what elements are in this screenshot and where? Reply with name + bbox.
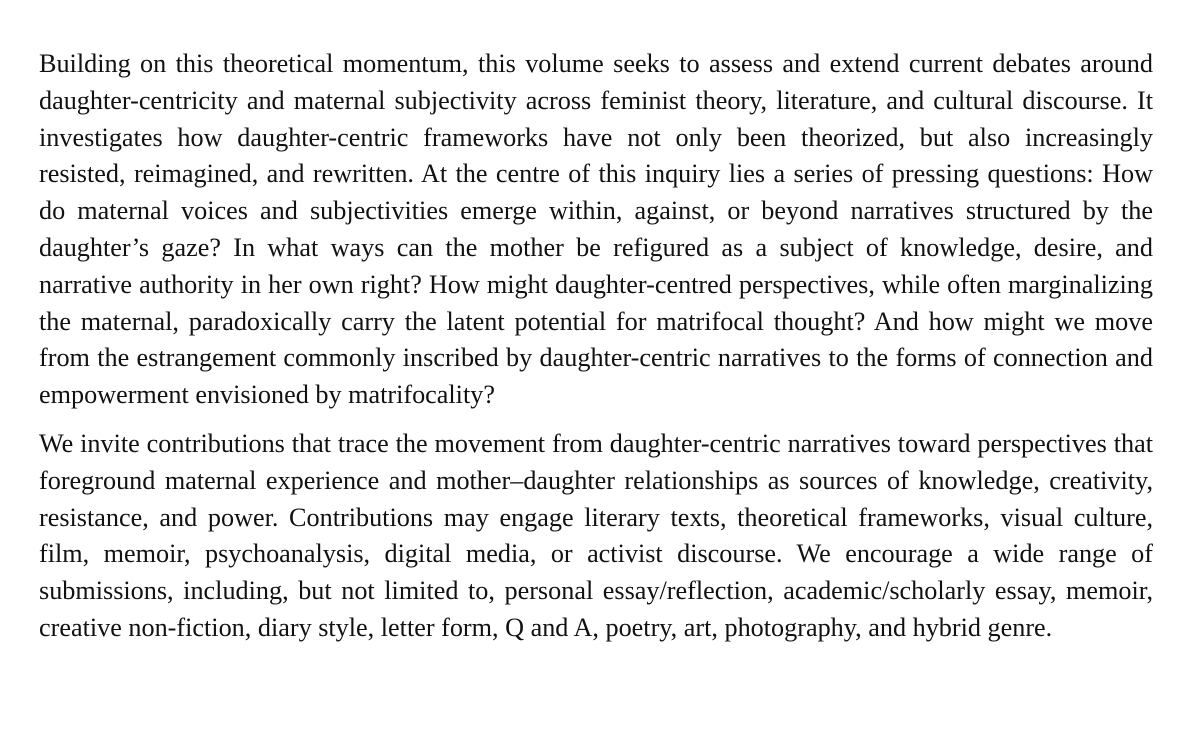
paragraph-call-for-contributions: We invite contributions that trace the movement from daughter-centric narratives toward perspectives that foreground maternal experience and mother–daughter relationships as sources of knowledge, creativity, resistance, and power. Contributions may engage literary texts, theoretical frameworks, visual culture, film, memoir, psychoanalysis, digital media, or activist discourse. We encourage a wide range of submissions, including, but not limited to, personal essay/reflection, academic/scholarly essay, memoir, creative non-fiction, diary style, letter form, Q and A, poetry, art, photography, and hybrid genre. [39,428,1153,642]
paragraph-intro: Building on this theoretical momentum, this volume seeks to assess and extend current debates around daughter-centricity and maternal subjectivity across feminist theory, literature, and cultural discourse. It investigates how daughter-centric frameworks have not only been theorized, but also increasingly resisted, reimagined, and rewritten. At the centre of this inquiry lies a series of pressing questions: How do maternal voices and subjectivities emerge within, against, or beyond narratives structured by the daughter’s gaze? In what ways can the mother be refigured as a subject of knowledge, desire, and narrative authority in her own right? How might daughter-centred perspectives, while often marginalizing the maternal, paradoxically carry the latent potential for matrifocal thought? And how might we move from the estrangement commonly inscribed by daughter-centric narratives to the forms of connection and empowerment envisioned by matrifocality? [39,49,1153,410]
document-body [39,46,1153,647]
